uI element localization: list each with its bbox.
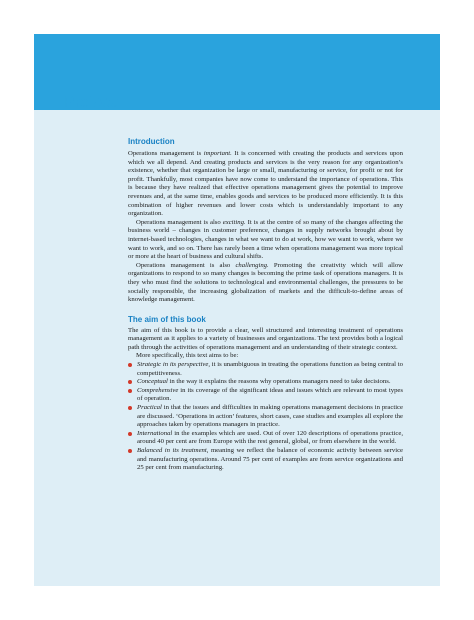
introduction-paragraph-2: Operations management is also exciting. It is at the centre of so many of the changes affecting the business world – changes in customer preference, changes in supply networks brought about by internet-based technologies, changes in what we want to do at work, how we want to work, where we want to work, and so on. There has rarely been a time when operations management was more topical or more at the heart of business and cultural shifts. bbox=[128, 218, 403, 261]
list-item: Comprehensive in its coverage of the significant ideas and issues which are relevant to most types of operation. bbox=[128, 387, 403, 404]
aim-paragraph-1: The aim of this book is to provide a clear, well structured and interesting treatment of operations management as it applies to a variety of businesses and organizations. The text provides both a logical path through the activities of operations management and an understanding of their strategic context. bbox=[128, 326, 403, 351]
bullet-icon bbox=[128, 449, 132, 453]
list-item: Balanced in its treatment, meaning we reflect the balance of economic activity between service and manufacturing operations. Around 75 per cent of examples are from service organizations and 25 per cent from manufacturing. bbox=[128, 447, 403, 473]
aims-list bbox=[128, 361, 403, 473]
list-item: Strategic in its perspective, it is unambiguous in treating the operations function as being central to competitiveness. bbox=[128, 361, 403, 378]
aim-paragraph-2: More specifically, this text aims to be: bbox=[136, 352, 239, 360]
bullet-icon bbox=[128, 380, 132, 384]
introduction-paragraph-3: Operations management is also challenging. Promoting the creativity which will allow organizations to respond to so many changes is becoming the prime task of operations managers. It is they who must find the solutions to technological and environmental challenges, the pressures to be socially responsible, the increasing globalization of markets and the difficult-to-define areas of knowledge management. bbox=[128, 261, 403, 304]
page-title: Preface bbox=[64, 94, 120, 111]
bullet-icon bbox=[128, 389, 132, 393]
bullet-icon bbox=[128, 363, 132, 367]
bullet-icon bbox=[128, 432, 132, 436]
list-item: Conceptual in the way it explains the reasons why operations managers need to take decisions. bbox=[128, 378, 403, 387]
list-item: International in the examples which are used. Out of over 120 descriptions of operations practice, around 40 per cent are from Europe with the rest general, global, or from elsewhere in the world. bbox=[128, 430, 403, 447]
introduction-paragraph-1: Operations management is important. It is concerned with creating the products and services upon which we all depend. And creating products and services is the very reason for any organization’s existence, whether that organization be large or small, manufacturing or service, for profit or not for profit. Thankfully, most companies have now come to understand the importance of operations. This is because they have realized that effective operations management gives the potential to improve revenues and, at the same time, enables goods and services to be produced more efficiently. It is this combination of higher revenues and lower costs which is understandably important to any organization. bbox=[128, 150, 403, 218]
introduction-heading: Introduction bbox=[128, 137, 175, 146]
bullet-icon bbox=[128, 406, 132, 410]
body-text bbox=[128, 136, 403, 473]
aim-heading: The aim of this book bbox=[128, 314, 206, 324]
list-item: Practical in that the issues and difficulties in making operations management decisions in practice are discussed. ‘Operations in action’ features, short cases, case studies and examples all explore the approaches taken by operations managers in practice. bbox=[128, 404, 403, 430]
